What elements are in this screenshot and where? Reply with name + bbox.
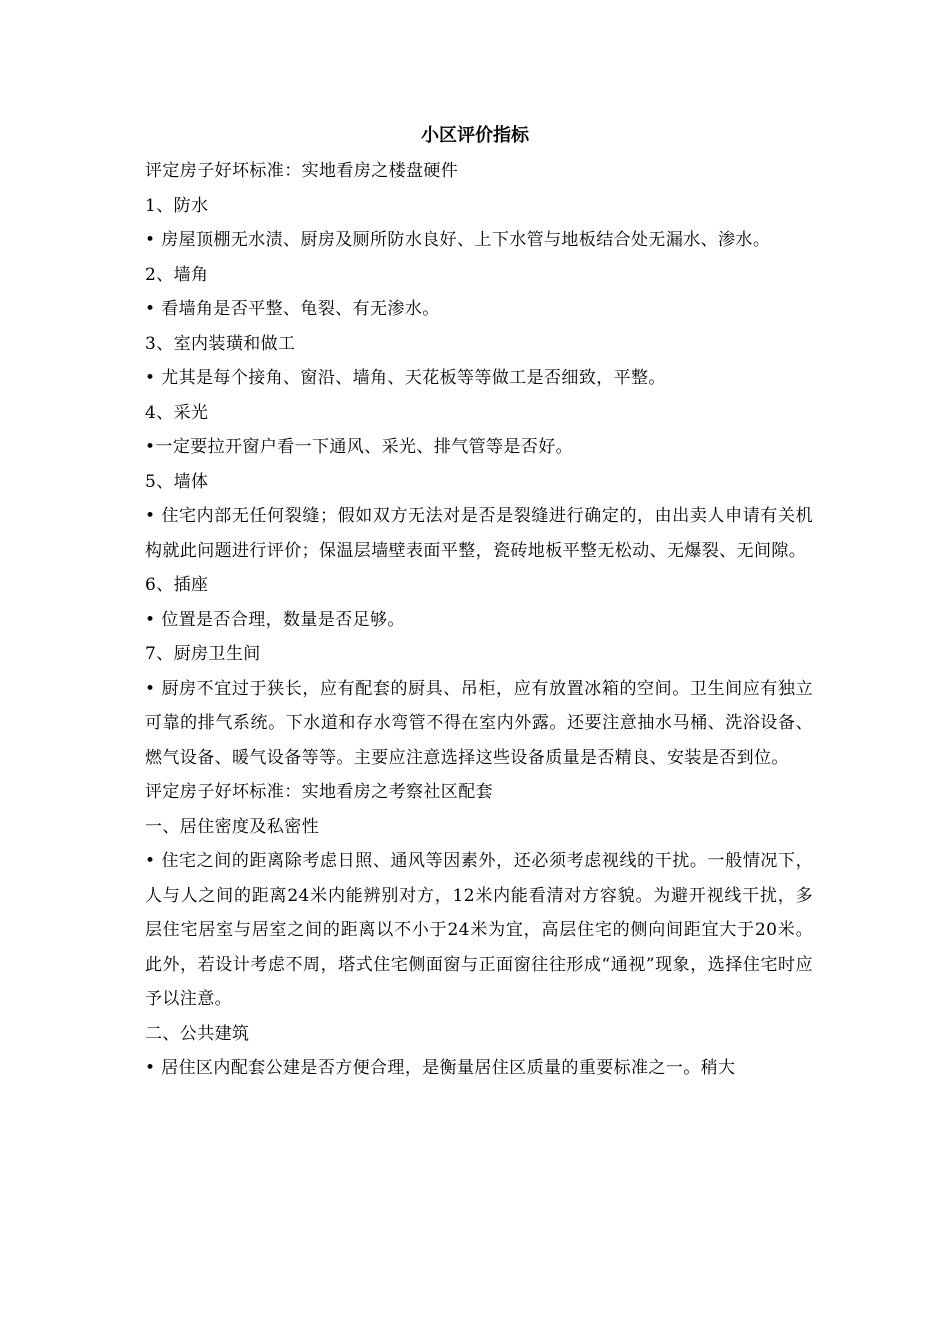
bullet-paragraph: • 居住区内配套公建是否方便合理，是衡量居住区质量的重要标准之一。稍大 [145,1058,736,1078]
bullet-paragraph: • 位置是否合理，数量是否足够。 [145,609,405,630]
document-body [145,154,813,1086]
item-heading: 7、厨房卫生间 [145,644,261,664]
bullet-paragraph: •一定要拉开窗户看一下通风、采光、排气管等是否好。 [145,437,574,457]
bullet-paragraph: • 住宅之间的距离除考虑日照、通风等因素外，还必须考虑视线的干扰。一般情况下，人与人之间的距离24米内能辨别对方，12米内能看清对方容貌。为避开视线干扰，多层住宅居室与居室之间的距离以不小于24米为宜，高层住宅的侧向间距宜大于20米。此外，若设计考虑不周，塔式住宅侧面窗与正面窗往往形成“通视”现象，选择住宅时应予以注意。 [145,851,813,1009]
bullet-paragraph: • 看墙角是否平整、龟裂、有无渗水。 [145,299,440,319]
bullet-paragraph: • 房屋顶棚无水渍、厨房及厕所防水良好、上下水管与地板结合处无漏水、渗水。 [145,230,771,250]
item-heading: 一、居住密度及私密性 [145,816,319,837]
section-heading: 评定房子好坏标准：实地看房之楼盘硬件 [145,161,459,181]
item-heading: 1、防水 [145,195,209,216]
item-heading: 二、公共建筑 [145,1023,250,1044]
item-heading: 3、室内装璜和做工 [145,333,296,354]
item-heading: 2、墙角 [145,264,209,285]
item-heading: 4、采光 [145,402,209,423]
bullet-paragraph: • 住宅内部无任何裂缝；假如双方无法对是否是裂缝进行确定的，由出卖人申请有关机构就此问题进行评价；保温层墙壁表面平整，瓷砖地板平整无松动、无爆裂、无间隙。 [145,506,813,561]
document-title: 小区评价指标 [421,125,529,146]
item-heading: 6、插座 [145,575,209,595]
bullet-paragraph: • 厨房不宜过于狭长，应有配套的厨具、吊柜，应有放置冰箱的空间。卫生间应有独立可靠的排气系统。下水道和存水弯管不得在室内外露。还要注意抽水马桶、洗浴设备、燃气设备、暖气设备等等。主要应注意选择这些设备质量是否精良、安装是否到位。 [145,678,813,768]
bullet-paragraph: • 尤其是每个接角、窗沿、墙角、天花板等等做工是否细致，平整。 [145,368,666,388]
section-heading: 评定房子好坏标准：实地看房之考察社区配套 [145,782,493,802]
item-heading: 5、墙体 [145,471,209,492]
